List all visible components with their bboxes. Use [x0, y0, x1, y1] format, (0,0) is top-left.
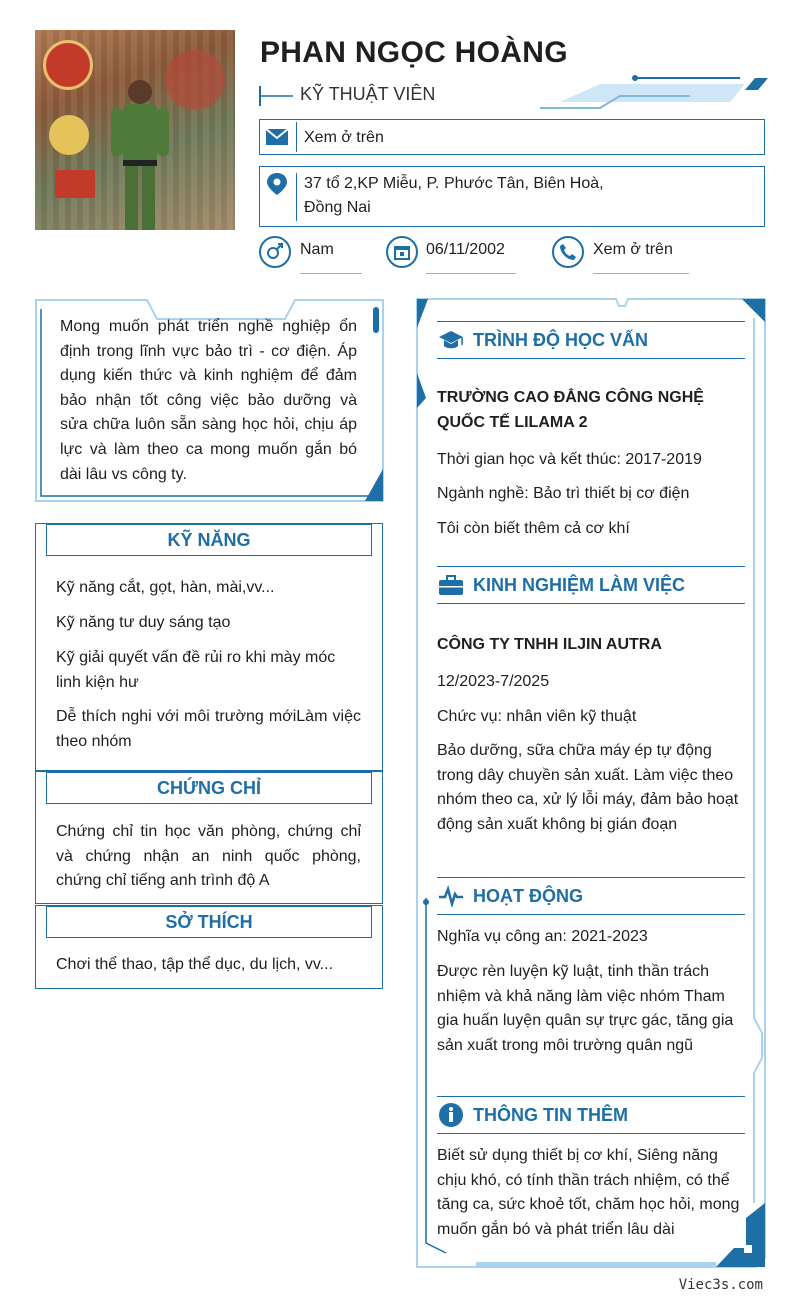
- activities-header: [437, 877, 745, 915]
- experience-company: CÔNG TY TNHH ILJIN AUTRA: [437, 636, 662, 653]
- certificates-text: Chứng chỉ tin học văn phòng, chứng chỉ và chứng nhận an ninh quốc phòng, chứng chỉ tiếng anh trình độ A: [56, 823, 361, 890]
- objective-text: Mong muốn phát triển nghề nghiệp ổn định trong lĩnh vực bảo trì - cơ điện. Áp dụng kiến thức và kinh nghiệm để đảm bảo nhận tốt công việc bảo dưỡng và sửa chữa luôn sẵn sàng học hỏi, chịu áp lực và làm theo ca mong muốn gắn bó dài lâu vs công ty.: [60, 318, 357, 483]
- gender-value: Nam: [300, 241, 334, 258]
- activities-title: HOẠT ĐỘNG: [473, 885, 583, 906]
- hobbies-title: SỞ THÍCH: [46, 906, 372, 938]
- job-title: KỸ THUẬT VIÊN: [300, 84, 436, 104]
- candidate-name: PHAN NGỌC HOÀNG: [260, 36, 568, 69]
- skill-item: Kỹ năng cắt, gọt, hàn, mài,vv...: [56, 579, 275, 596]
- activity-item: Nghĩa vụ công an: 2021-2023: [437, 928, 648, 945]
- experience-title: KINH NGHIỆM LÀM VIỆC: [473, 574, 686, 595]
- briefcase-icon: [437, 571, 465, 599]
- education-school: TRƯỜNG CAO ĐẲNG CÔNG NGHỆ QUỐC TẾ LILAMA 2: [437, 389, 704, 431]
- title-line-decoration: [259, 86, 295, 106]
- education-major: Ngành nghề: Bảo trì thiết bị cơ điện: [437, 485, 690, 502]
- hobbies-text: Chơi thể thao, tập thể dục, du lịch, vv...: [56, 956, 334, 973]
- address-box: [259, 166, 765, 227]
- experience-period: 12/2023-7/2025: [437, 673, 550, 690]
- gender-icon: [259, 236, 291, 268]
- pulse-icon: [437, 882, 465, 910]
- skill-item: Dễ thích nghi với môi trường mớiLàm việc theo nhóm: [56, 708, 361, 750]
- more-info-header: [437, 1096, 745, 1134]
- education-extra: Tôi còn biết thêm cả cơ khí: [437, 520, 630, 537]
- email-box: [259, 119, 765, 155]
- location-pin-icon: [266, 173, 288, 197]
- education-header: [437, 321, 745, 359]
- skill-item: Kỹ năng tư duy sáng tạo: [56, 614, 231, 631]
- skills-title: KỸ NĂNG: [46, 524, 372, 556]
- graduation-cap-icon: [437, 326, 465, 354]
- info-icon: [437, 1101, 465, 1129]
- footer-watermark: Viec3s.com: [678, 1277, 763, 1293]
- phone-icon: [552, 236, 584, 268]
- certificates-title: CHỨNG CHỈ: [46, 772, 372, 804]
- profile-photo: [35, 30, 235, 230]
- experience-desc: Bảo dưỡng, sữa chữa máy ép tự động trong dây chuyền sản xuất. Làm việc theo nhóm theo ca, xử lý lỗi máy, đảm bảo hoạt động sản xuất không bị gián đoạn: [437, 742, 739, 833]
- education-time: Thời gian học và kết thúc: 2017-2019: [437, 451, 702, 468]
- circuit-decoration: [540, 72, 770, 112]
- more-info-text: Biết sử dụng thiết bị cơ khí, Siêng năng chịu khó, có tính thần trách nhiệm, có thể tăng ca, sức khoẻ tốt, chăm học hỏi, mong muốn gắn bó và phát triển lâu dài: [437, 1147, 740, 1238]
- phone-value: Xem ở trên: [593, 241, 673, 258]
- email-value: Xem ở trên: [304, 129, 384, 146]
- address-value: 37 tổ 2,KP Miễu, P. Phước Tân, Biên Hoà, Đồng Nai: [304, 175, 604, 216]
- more-info-title: THÔNG TIN THÊM: [473, 1104, 628, 1125]
- activity-item: Được rèn luyện kỹ luật, tinh thần trách nhiệm và khả năng làm việc nhóm Tham gia huấn luyện quân sự trực gác, tăng gia sản xuất trong môi trường quân ngũ: [437, 963, 734, 1054]
- experience-header: [437, 566, 745, 604]
- calendar-icon: [386, 236, 418, 268]
- dob-value: 06/11/2002: [426, 241, 505, 258]
- experience-position: Chức vụ: nhân viên kỹ thuật: [437, 708, 637, 725]
- skill-item: Kỹ giải quyết vấn đề rủi ro khi mày móc linh kiện hư: [56, 649, 336, 691]
- education-title: TRÌNH ĐỘ HỌC VẤN: [473, 329, 648, 350]
- envelope-icon: [266, 128, 288, 146]
